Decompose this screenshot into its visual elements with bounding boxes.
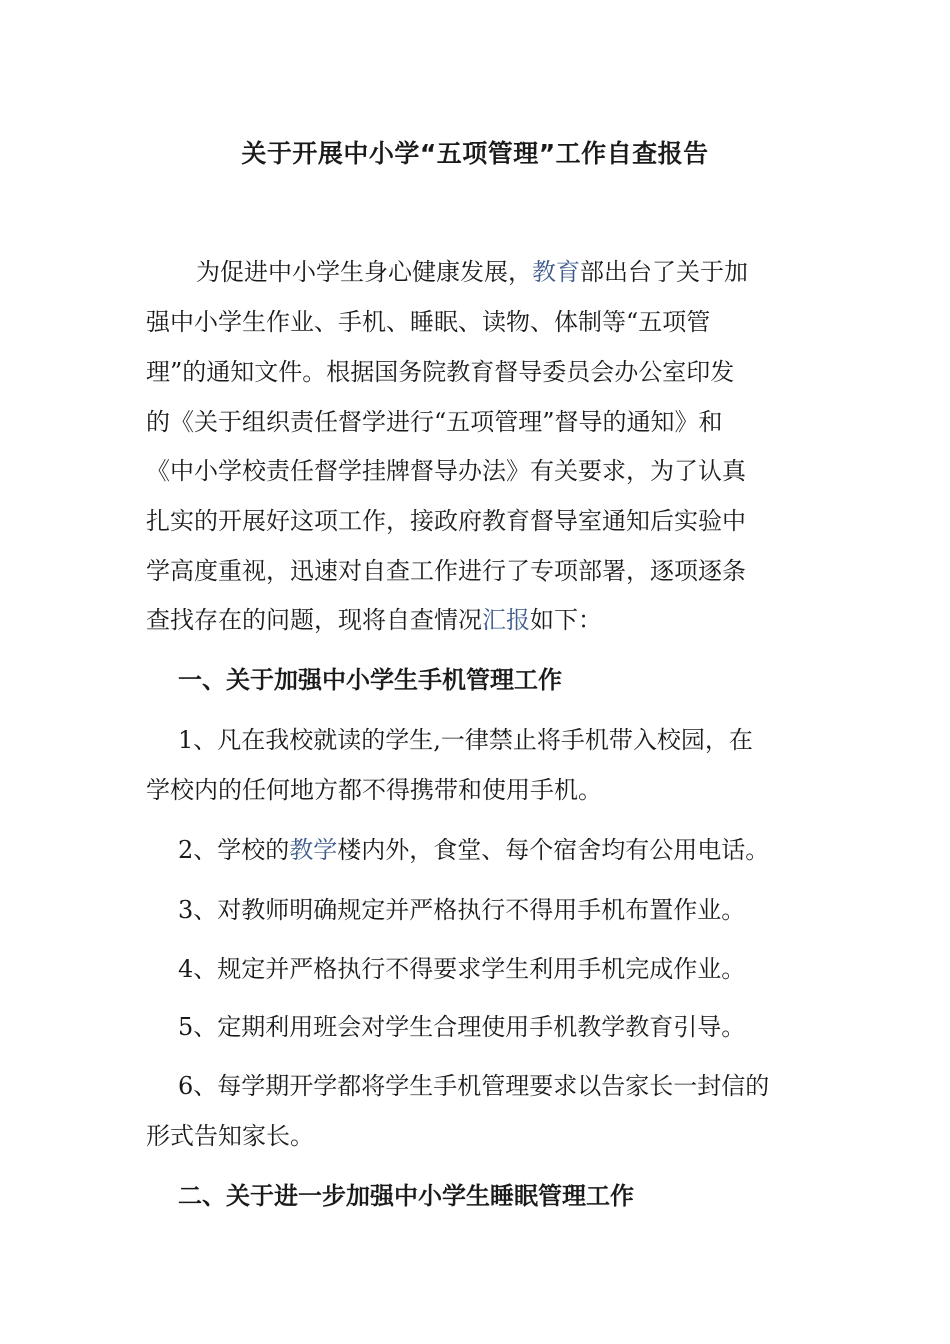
section-1-item-3: 3、对教师明确规定并严格执行不得用手机布置作业。: [178, 896, 746, 924]
intro-text: 查找存在的问题，现将自查情况: [146, 606, 482, 634]
item-text: 2、学校的: [178, 836, 290, 864]
section-1-item-6: 6、每学期开学都将学生手机管理要求以告家长一封信的: [178, 1072, 770, 1100]
intro-line-7: 学高度重视，迅速对自查工作进行了专项部署，逐项逐条: [146, 557, 746, 585]
intro-text: 为促进中小学生身心健康发展，: [196, 258, 532, 286]
intro-line-8: [146, 604, 602, 636]
section-1-item-4: 4、规定并严格执行不得要求学生利用手机完成作业。: [178, 955, 746, 983]
item-text: 楼内外，食堂、每个宿舍均有公用电话。: [337, 836, 770, 864]
section-1-item-6-cont: 形式告知家长。: [146, 1122, 314, 1150]
intro-line-3: 理”的通知文件。根据国务院教育督导委员会办公室印发: [146, 358, 735, 386]
document-title: 关于开展中小学“五项管理”工作自查报告: [241, 139, 709, 168]
intro-line-5: 《中小学校责任督学挂牌督导办法》有关要求，为了认真: [146, 457, 746, 485]
teaching-link[interactable]: 教学: [289, 836, 338, 864]
section-1-item-1: 1、凡在我校就读的学生,一律禁止将手机带入校园，在: [178, 726, 753, 754]
intro-text: 如下：: [530, 606, 602, 634]
section-1-item-5: 5、定期利用班会对学生合理使用手机教学教育引导。: [178, 1013, 746, 1041]
report-link[interactable]: 汇报: [482, 606, 530, 634]
intro-text: 部出台了关于加: [580, 258, 748, 286]
intro-line-6: 扎实的开展好这项工作，接政府教育督导室通知后实验中: [146, 507, 746, 535]
section-1-item-1-cont: 学校内的任何地方都不得携带和使用手机。: [146, 776, 602, 804]
section-1-heading: 一、关于加强中小学生手机管理工作: [178, 666, 562, 694]
intro-line-1: [196, 256, 748, 288]
intro-line-4: 的《关于组织责任督学进行“五项管理”督导的通知》和: [146, 408, 723, 436]
section-1-item-2: [178, 834, 769, 866]
education-link[interactable]: 教育: [532, 258, 580, 286]
section-2-heading: 二、关于进一步加强中小学生睡眠管理工作: [178, 1182, 634, 1210]
intro-line-2: 强中小学生作业、手机、睡眠、读物、体制等“五项管: [146, 308, 711, 336]
